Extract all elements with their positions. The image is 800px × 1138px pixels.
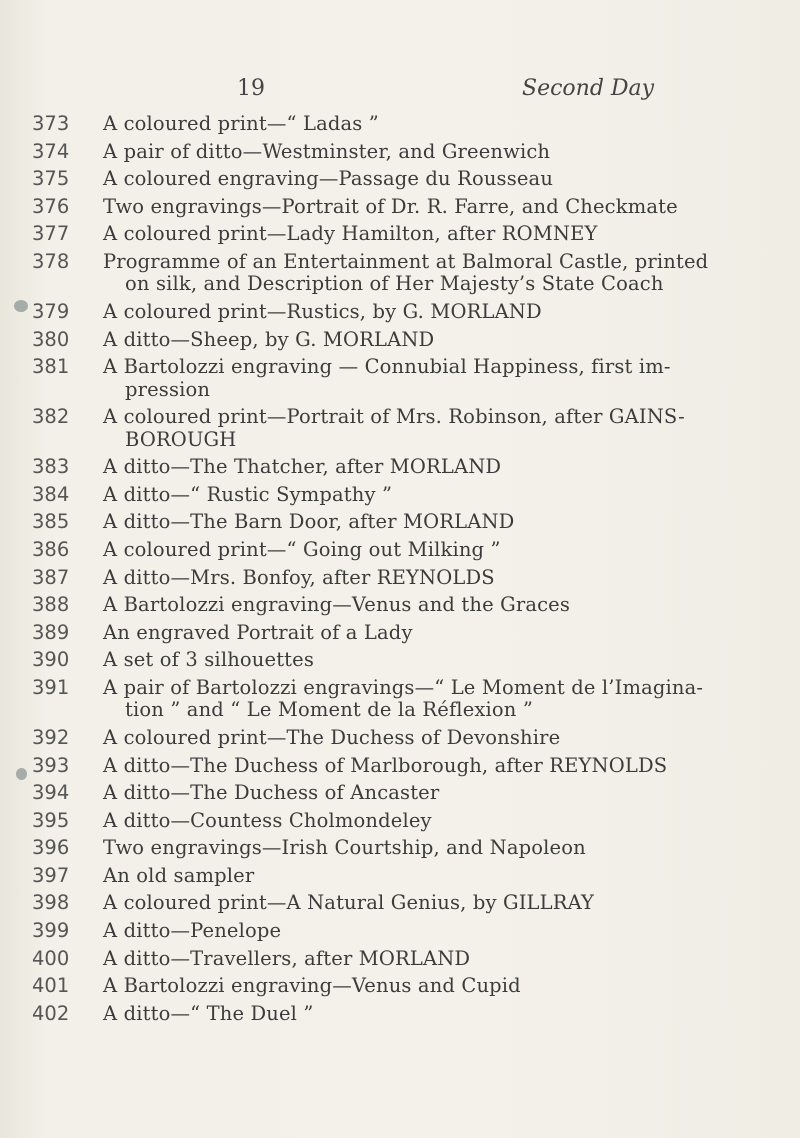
lot-description-line-1: A pair of Bartolozzi engravings—“ Le Moment de l’Imagina-: [103, 675, 704, 699]
lot-description: An engraved Portrait of a Lady: [103, 620, 413, 644]
lot-description: A Bartolozzi engraving—Venus and Cupid: [103, 974, 521, 998]
lot-description: A coloured print—A Natural Genius, by GILLRAY: [103, 891, 595, 915]
lot-382: [0, 406, 800, 451]
lot-391: [0, 677, 800, 722]
lot-description-line-2: tion ” and “ Le Moment de la Réflexion ”: [125, 698, 533, 722]
lot-number: 399: [32, 919, 70, 943]
lot-number: 402: [32, 1001, 70, 1025]
lot-description: [87, 677, 777, 722]
lot-number: 394: [32, 781, 70, 805]
lot-401: [0, 975, 800, 997]
lot-number: 391: [32, 675, 70, 699]
lot-description: [87, 251, 777, 296]
lot-375: [0, 168, 800, 190]
lot-number: 398: [32, 891, 70, 915]
lot-description: Two engravings—Irish Courtship, and Napoleon: [103, 836, 586, 860]
lot-description: A pair of ditto—Westminster, and Greenwich: [103, 139, 551, 163]
lot-number: 384: [32, 482, 70, 506]
lot-description: A coloured print—“ Ladas ”: [103, 112, 379, 135]
lot-description: A coloured print—Lady Hamilton, after ROMNEY: [103, 222, 598, 246]
lot-number: 401: [32, 974, 70, 998]
lot-number: 396: [32, 836, 70, 860]
lot-description: A ditto—The Thatcher, after MORLAND: [103, 455, 502, 479]
lot-description: A ditto—“ The Duel ”: [103, 1001, 314, 1025]
lot-number: 374: [32, 139, 70, 163]
lot-description: A set of 3 silhouettes: [103, 648, 315, 672]
lot-392: [0, 727, 800, 749]
lot-394: [0, 782, 800, 804]
lot-number: 375: [32, 167, 70, 191]
lot-388: [0, 594, 800, 616]
lot-description: A Bartolozzi engraving—Venus and the Graces: [103, 593, 571, 617]
lot-description: A ditto—“ Rustic Sympathy ”: [103, 482, 393, 506]
lot-398: [0, 892, 800, 914]
lot-374: [0, 141, 800, 163]
lot-number: 381: [32, 355, 70, 379]
lot-description: A ditto—Travellers, after MORLAND: [103, 946, 471, 970]
lot-399: [0, 920, 800, 942]
lot-description: A coloured print—The Duchess of Devonshire: [103, 725, 561, 749]
lot-number: 382: [32, 405, 70, 429]
lot-number: 389: [32, 620, 70, 644]
lot-description: An old sampler: [103, 863, 255, 887]
lot-386: [0, 539, 800, 561]
lot-description-line-2: BOROUGH: [125, 427, 237, 451]
lot-number: 393: [32, 753, 70, 777]
lot-number: 395: [32, 808, 70, 832]
lot-377: [0, 223, 800, 245]
lot-description-line-1: A Bartolozzi engraving — Connubial Happiness, first im-: [103, 355, 671, 379]
lot-number: 387: [32, 565, 70, 589]
lot-379: [0, 301, 800, 323]
lot-number: 388: [32, 593, 70, 617]
lot-description: A ditto—Penelope: [103, 919, 282, 943]
lot-description: A ditto—The Barn Door, after MORLAND: [103, 510, 515, 534]
lot-number: 376: [32, 194, 70, 218]
lot-number: 390: [32, 648, 70, 672]
lot-402: [0, 1003, 800, 1025]
lot-number: 378: [32, 249, 70, 273]
lot-376: [0, 196, 800, 218]
page-number: 19: [237, 76, 265, 101]
lot-384: [0, 484, 800, 506]
lot-385: [0, 511, 800, 533]
lot-number: 397: [32, 863, 70, 887]
lot-380: [0, 329, 800, 351]
lot-number: 400: [32, 946, 70, 970]
lot-description: [87, 406, 777, 451]
lot-description: A coloured print—“ Going out Milking ”: [103, 537, 501, 561]
lot-description: [87, 356, 777, 401]
lot-description-line-2: on silk, and Description of Her Majesty’s State Coach: [125, 272, 664, 296]
lot-number: 383: [32, 455, 70, 479]
lot-390: [0, 649, 800, 671]
lot-396: [0, 837, 800, 859]
lot-description: A ditto—Mrs. Bonfoy, after REYNOLDS: [103, 565, 495, 589]
page-header: [0, 76, 800, 106]
lot-description: A ditto—The Duchess of Marlborough, after REYNOLDS: [103, 753, 668, 777]
lot-393: [0, 755, 800, 777]
lot-description: A coloured print—Rustics, by G. MORLAND: [103, 299, 542, 323]
lot-number: 386: [32, 537, 70, 561]
lot-397: [0, 865, 800, 887]
lot-number: 385: [32, 510, 70, 534]
lot-description-line-2: pression: [125, 377, 211, 401]
lot-description-line-1: A coloured print—Portrait of Mrs. Robinson, after GAINS-: [103, 405, 685, 429]
lot-description: A ditto—Sheep, by G. MORLAND: [103, 327, 435, 351]
lot-number: 392: [32, 725, 70, 749]
lot-383: [0, 456, 800, 478]
lot-389: [0, 622, 800, 644]
lot-381: [0, 356, 800, 401]
lot-number: 373: [32, 112, 70, 135]
lot-373: [0, 113, 800, 135]
lot-description: A coloured engraving—Passage du Rousseau: [103, 167, 554, 191]
lot-number: 380: [32, 327, 70, 351]
lot-395: [0, 810, 800, 832]
lot-number: 379: [32, 299, 70, 323]
lot-378: [0, 251, 800, 296]
lot-400: [0, 948, 800, 970]
lot-list: [0, 113, 800, 1030]
lot-description: Two engravings—Portrait of Dr. R. Farre, and Checkmate: [103, 194, 678, 218]
lot-387: [0, 567, 800, 589]
lot-description: A ditto—The Duchess of Ancaster: [103, 781, 440, 805]
day-label: Second Day: [522, 76, 655, 101]
lot-description-line-1: Programme of an Entertainment at Balmoral Castle, printed: [103, 249, 709, 273]
lot-number: 377: [32, 222, 70, 246]
lot-description: A ditto—Countess Cholmondeley: [103, 808, 432, 832]
